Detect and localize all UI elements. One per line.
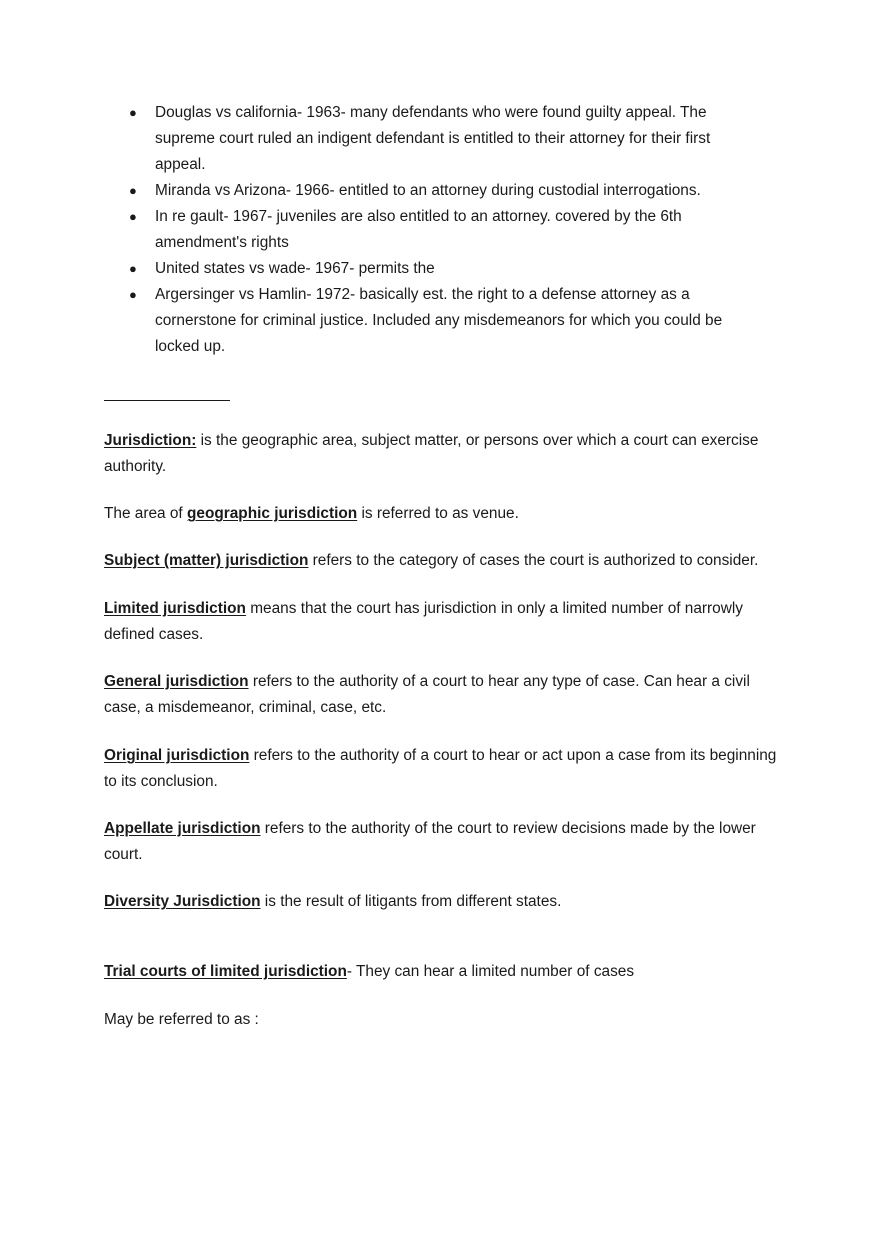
venue-definition <box>104 501 784 527</box>
definition-text: refers to the category of cases the court is authorized to consider. <box>308 552 759 569</box>
appellate-jurisdiction-definition <box>104 816 784 868</box>
bullet-icon: ● <box>129 183 137 198</box>
jurisdiction-definition <box>104 428 784 480</box>
diversity-jurisdiction-definition <box>104 889 784 915</box>
definition-text: refers to the authority of a court to hear or act upon a case from its beginning to its conclusion. <box>104 747 777 790</box>
closing-line: May be referred to as : <box>104 1011 259 1028</box>
definition-text: - They can hear a limited number of cases <box>346 963 635 980</box>
case-text: Argersinger vs Hamlin- 1972- basically est. the right to a defense attorney as a cornerstone for criminal justice. Included any misdemeanors for which you could be locked up. <box>155 286 723 355</box>
list-item <box>104 178 744 204</box>
term-original-jurisdiction: Original jurisdiction <box>104 747 250 764</box>
definition-text: is referred to as venue. <box>357 505 519 522</box>
definition-text: is the result of litigants from different states. <box>260 893 562 910</box>
case-text: In re gault- 1967- juveniles are also entitled to an attorney. covered by the 6th amendment's rights <box>155 208 682 251</box>
trial-courts-limited-definition <box>104 959 784 985</box>
list-item <box>104 256 744 282</box>
list-item <box>104 282 744 360</box>
list-item <box>104 204 744 256</box>
term-trial-courts-limited: Trial courts of limited jurisdiction <box>104 963 347 980</box>
subject-jurisdiction-definition <box>104 548 784 574</box>
bullet-icon: ● <box>129 105 137 120</box>
definition-text: means that the court has jurisdiction in only a limited number of narrowly defined cases. <box>104 600 743 643</box>
term-appellate-jurisdiction: Appellate jurisdiction <box>104 820 261 837</box>
general-jurisdiction-definition <box>104 669 784 721</box>
list-item <box>104 100 744 178</box>
bullet-icon: ● <box>129 261 137 276</box>
case-text: Douglas vs california- 1963- many defendants who were found guilty appeal. The supreme court ruled an indigent defendant is entitled to their attorney for their first appeal. <box>155 104 711 173</box>
bullet-icon: ● <box>129 209 137 224</box>
term-diversity-jurisdiction: Diversity Jurisdiction <box>104 893 261 910</box>
term-limited-jurisdiction: Limited jurisdiction <box>104 600 246 617</box>
definition-text: refers to the authority of a court to hear any type of case. Can hear a civil case, a misdemeanor, criminal, case, etc. <box>104 673 750 716</box>
case-text: Miranda vs Arizona- 1966- entitled to an attorney during custodial interrogations. <box>155 182 701 199</box>
original-jurisdiction-definition <box>104 743 784 795</box>
definition-text: The area of <box>104 505 187 522</box>
term-jurisdiction: Jurisdiction: <box>104 432 197 449</box>
case-list <box>104 100 744 360</box>
term-geographic-jurisdiction: geographic jurisdiction <box>187 505 358 522</box>
definition-text: refers to the authority of the court to review decisions made by the lower court. <box>104 820 756 863</box>
definition-text: is the geographic area, subject matter, or persons over which a court can exercise authority. <box>104 432 759 475</box>
term-general-jurisdiction: General jurisdiction <box>104 673 249 690</box>
case-text: United states vs wade- 1967- permits the <box>155 260 435 277</box>
section-divider <box>104 400 230 401</box>
limited-jurisdiction-definition <box>104 596 784 648</box>
bullet-icon: ● <box>129 287 137 302</box>
term-subject-jurisdiction: Subject (matter) jurisdiction <box>104 552 309 569</box>
